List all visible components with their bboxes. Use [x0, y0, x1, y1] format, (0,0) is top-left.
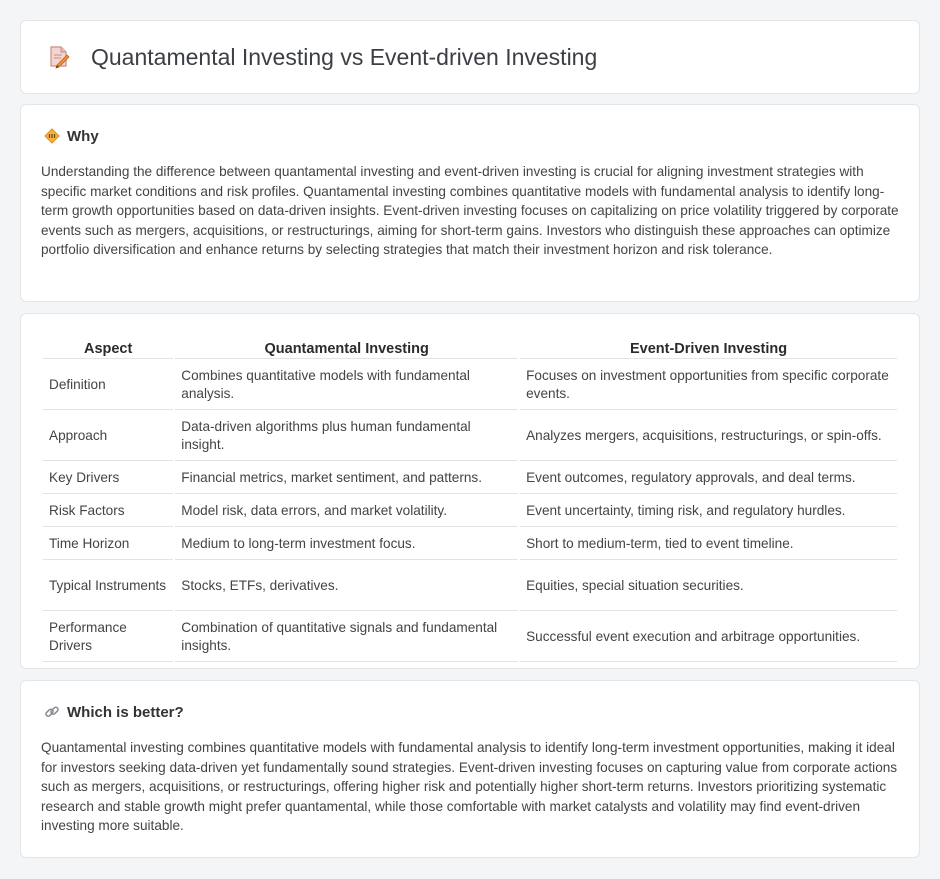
why-title: Why	[67, 127, 99, 145]
header-quantamental: Quantamental Investing	[175, 337, 518, 359]
table-row	[43, 613, 897, 662]
quantamental-cell: Combines quantitative models with fundamental analysis.	[175, 361, 518, 410]
header-event-driven: Event-Driven Investing	[520, 337, 897, 359]
page-title: Quantamental Investing vs Event-driven Investing	[91, 43, 598, 70]
event-driven-cell: Focuses on investment opportunities from specific corporate events.	[520, 361, 897, 410]
quantamental-cell: Data-driven algorithms plus human fundamental insight.	[175, 412, 518, 461]
table-row	[43, 529, 897, 560]
title-card	[20, 20, 920, 94]
table-row	[43, 562, 897, 611]
aspect-cell: Approach	[43, 412, 173, 461]
why-text: Understanding the difference between quantamental investing and event-driven investing is crucial for aligning investment strategies with specific market conditions and risk profiles. Quantamental investing combines quantitative models with fundamental analysis to identify long-term growth opportunities based on data-driven insights. Event-driven investing focuses on capitalizing on price volatility triggered by corporate events such as mergers, acquisitions, or restructurings, aiming for short-term gains. Investors who distinguish these approaches can optimize portfolio diversification and enhance returns by selecting strategies that match their investment horizon and risk tolerance.	[41, 164, 899, 257]
which-is-better-section	[20, 680, 920, 858]
event-driven-cell: Short to medium-term, tied to event timeline.	[520, 529, 897, 560]
table-row	[43, 361, 897, 410]
quantamental-cell: Stocks, ETFs, derivatives.	[175, 562, 518, 611]
aspect-cell: Risk Factors	[43, 496, 173, 527]
event-driven-cell: Event uncertainty, timing risk, and regulatory hurdles.	[520, 496, 897, 527]
why-section	[20, 104, 920, 302]
table-row	[43, 496, 897, 527]
table-header-row	[43, 337, 897, 359]
comparison-card	[20, 313, 920, 669]
aspect-cell: Key Drivers	[43, 463, 173, 494]
quantamental-cell: Financial metrics, market sentiment, and patterns.	[175, 463, 518, 494]
aspect-cell: Typical Instruments	[43, 562, 173, 611]
quantamental-cell: Model risk, data errors, and market volatility.	[175, 496, 518, 527]
event-driven-cell: Successful event execution and arbitrage opportunities.	[520, 613, 897, 662]
document-pencil-icon	[47, 45, 71, 69]
table-row	[43, 412, 897, 461]
link-icon	[43, 703, 61, 721]
event-driven-cell: Analyzes mergers, acquisitions, restructurings, or spin-offs.	[520, 412, 897, 461]
better-text: Quantamental investing combines quantitative models with fundamental analysis to identify long-term investment opportunities, making it ideal for investors seeking data-driven yet fundamentally sound strategies. Event-driven investing focuses on capturing value from corporate actions such as mergers, acquisitions, or restructurings, offering higher risk and potentially higher short-term returns. Investors prioritizing systematic research and stable growth might prefer quantamental, while those comfortable with market catalysts and volatility may find event-driven investing more suitable.	[41, 740, 898, 833]
event-driven-cell: Equities, special situation securities.	[520, 562, 897, 611]
table-row	[43, 463, 897, 494]
quantamental-cell: Medium to long-term investment focus.	[175, 529, 518, 560]
aspect-cell: Time Horizon	[43, 529, 173, 560]
better-title: Which is better?	[67, 703, 184, 721]
aspect-cell: Definition	[43, 361, 173, 410]
header-aspect: Aspect	[43, 337, 173, 359]
diamond-icon	[43, 127, 61, 145]
aspect-cell: Performance Drivers	[43, 613, 173, 662]
quantamental-cell: Combination of quantitative signals and fundamental insights.	[175, 613, 518, 662]
comparison-table	[41, 335, 899, 664]
event-driven-cell: Event outcomes, regulatory approvals, and deal terms.	[520, 463, 897, 494]
